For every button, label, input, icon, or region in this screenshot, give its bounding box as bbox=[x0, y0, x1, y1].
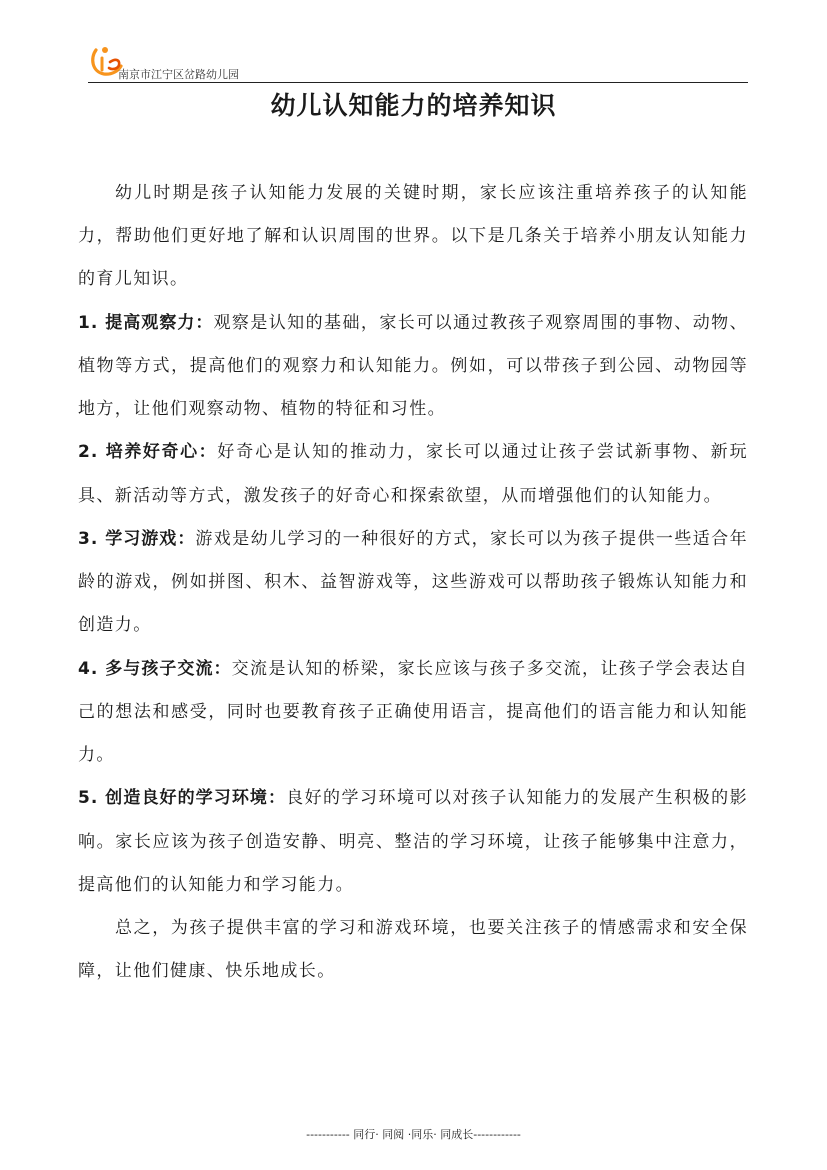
tip-text: 交流是认知的桥梁，家长应该与孩子多交流，让孩子学会表达自己的想法和感受，同时也要教育孩子正确使用语言，提高他们的语言能力和认知能力。 bbox=[78, 658, 748, 766]
tip-heading: 1. 提高观察力： bbox=[78, 312, 214, 333]
tip-text: 良好的学习环境可以对孩子认知能力的发展产生积极的影响。家长应该为孩子创造安静、明亮、整洁的学习环境，让孩子能够集中注意力，提高他们的认知能力和学习能力。 bbox=[78, 788, 748, 895]
page-header bbox=[88, 44, 748, 84]
tip-text: 游戏是幼儿学习的一种很好的方式，家长可以为孩子提供一些适合年龄的游戏，例如拼图、积木、益智游戏等，这些游戏可以帮助孩子锻炼认知能力和创造力。 bbox=[78, 528, 748, 636]
page-footer: ----------- 同行· 同阅 ·同乐· 同成长------------ bbox=[306, 1128, 521, 1141]
header-divider bbox=[88, 82, 748, 83]
tip-item-5 bbox=[78, 777, 748, 907]
tip-item-3 bbox=[78, 518, 748, 648]
kindergarten-name: 南京市江宁区岔路幼儿园 bbox=[118, 68, 239, 81]
conclusion-paragraph: 总之，为孩子提供丰富的学习和游戏环境，也要关注孩子的情感需求和安全保障，让他们健康、快乐地成长。 bbox=[78, 918, 748, 982]
tip-item-2 bbox=[78, 431, 748, 517]
intro-paragraph: 幼儿时期是孩子认知能力发展的关键时期，家长应该注重培养孩子的认知能力，帮助他们更好地了解和认识周围的世界。以下是几条关于培养小朋友认知能力的育儿知识。 bbox=[78, 183, 748, 290]
tip-heading: 3. 学习游戏： bbox=[78, 528, 196, 549]
tip-text: 好奇心是认知的推动力，家长可以通过让孩子尝试新事物、新玩具、新活动等方式，激发孩子的好奇心和探索欲望，从而增强他们的认知能力。 bbox=[78, 442, 748, 506]
tip-item-4 bbox=[78, 648, 748, 778]
document-title: 幼儿认知能力的培养知识 bbox=[270, 91, 557, 120]
tip-heading: 5. 创造良好的学习环境： bbox=[78, 788, 287, 809]
tip-item-1 bbox=[78, 302, 748, 432]
document-body bbox=[78, 172, 748, 993]
tip-heading: 2. 培养好奇心： bbox=[78, 442, 218, 463]
tip-heading: 4. 多与孩子交流： bbox=[78, 658, 232, 679]
tip-text: 观察是认知的基础，家长可以通过教孩子观察周围的事物、动物、植物等方式，提高他们的观察力和认知能力。例如，可以带孩子到公园、动物园等地方，让他们观察动物、植物的特征和习性。 bbox=[78, 312, 748, 420]
